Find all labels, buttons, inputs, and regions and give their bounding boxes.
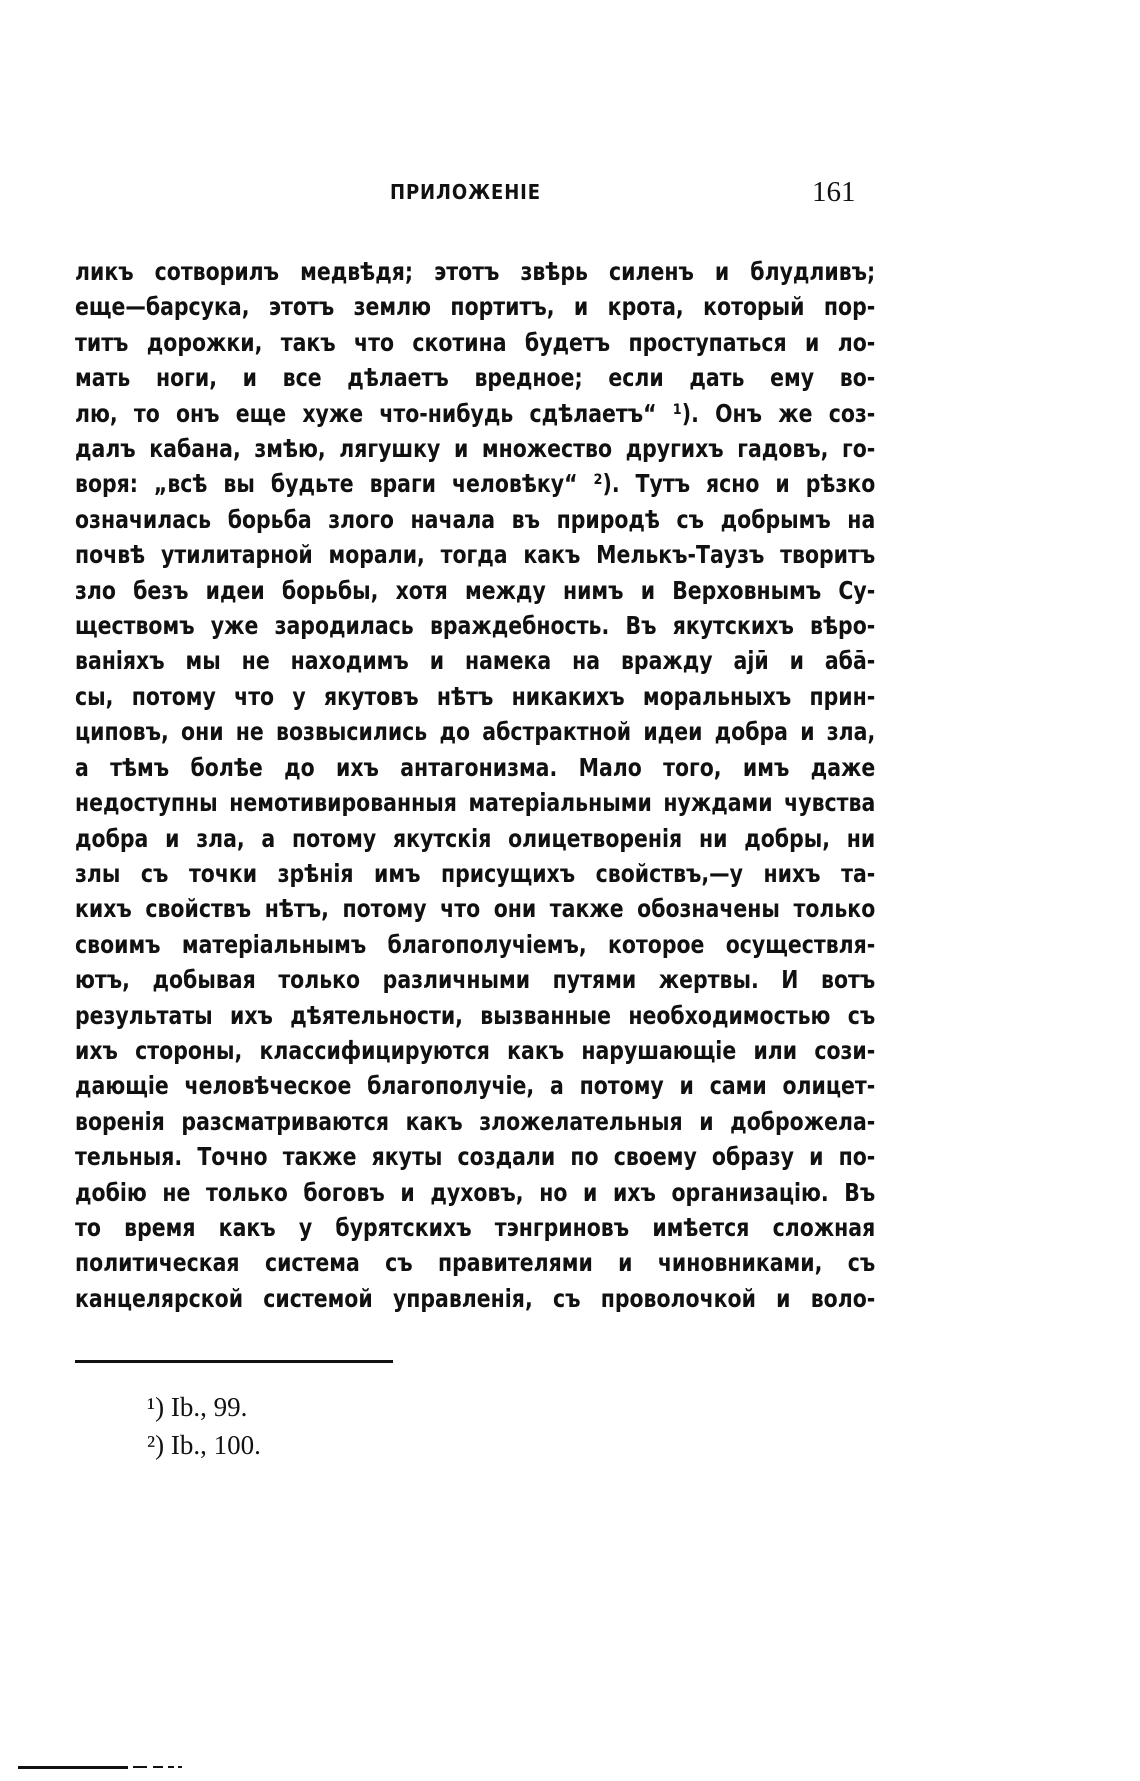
footnote-rule	[75, 1360, 393, 1363]
text-line: сы, потому что у якутовъ нѣтъ никакихъ моральныхъ прин-	[75, 681, 876, 711]
text-line: политическая система съ правителями и чиновниками, съ	[75, 1248, 876, 1278]
text-line: канцелярской системой управленія, съ проволочкой и воло-	[75, 1283, 876, 1313]
text-line: злы съ точки зрѣнія имъ присущихъ свойствъ,—у нихъ та-	[75, 858, 876, 888]
text-line: добра и зла, а потому якутскія олицетворенія ни добры, ни	[75, 823, 876, 853]
footnote-marker: ¹)	[147, 1392, 165, 1422]
footnote-1	[147, 1388, 261, 1426]
page-number: 161	[812, 176, 856, 208]
text-line: ликъ сотворилъ медвѣдя; этотъ звѣрь силенъ и блудливъ;	[75, 257, 876, 286]
text-line: лю, то онъ еще хуже что-нибудь сдѣлаетъ“ ¹). Онъ же соз-	[75, 398, 876, 428]
text-line: ихъ стороны, классифицируются какъ нарушающіе или сози-	[75, 1035, 876, 1065]
text-line: а тѣмъ болѣе до ихъ антагонизма. Мало того, имъ даже	[75, 752, 876, 782]
text-line: тельныя. Точно также якуты создали по своему образу и по-	[75, 1142, 876, 1172]
body-text	[75, 254, 875, 1316]
footnotes	[147, 1388, 261, 1464]
footnote-text: Ib., 100.	[170, 1430, 261, 1460]
text-line: добію не только боговъ и духовъ, но и ихъ организацію. Въ	[75, 1177, 876, 1207]
footnote-marker: ²)	[147, 1430, 165, 1460]
text-line: своимъ матеріальнымъ благополучіемъ, которое осуществля-	[75, 929, 876, 959]
text-line: зло безъ идеи борьбы, хотя между нимъ и Верховнымъ Су-	[75, 575, 876, 605]
text-line: ществомъ уже зародилась враждебность. Въ якутскихъ вѣро-	[75, 611, 876, 641]
text-line: почвѣ утилитарной морали, тогда какъ Мелькъ-Таузъ творитъ	[75, 540, 876, 570]
text-line: то время какъ у бурятскихъ тэнгриновъ имѣется сложная	[75, 1212, 876, 1242]
text-line: ютъ, добывая только различными путями жертвы. И вотъ	[75, 965, 876, 995]
text-line: дающіе человѣческое благополучіе, а потому и сами олицет-	[75, 1071, 876, 1101]
text-line: означилась борьба злого начала въ природѣ съ добрымъ на	[75, 504, 876, 534]
text-line: мать ноги, и все дѣлаетъ вредное; если дать ему во-	[75, 363, 876, 393]
scan-edge-mark	[18, 1763, 218, 1771]
text-line: еще—барсука, этотъ землю портитъ, и крота, который пор-	[75, 292, 876, 322]
text-line: титъ дорожки, такъ что скотина будетъ проступаться и ло-	[75, 327, 876, 357]
footnote-2	[147, 1426, 261, 1464]
text-line: ваніяхъ мы не находимъ и намека на вражду аjӣ и абā-	[75, 646, 876, 676]
text-line: результаты ихъ дѣятельности, вызванные необходимостью съ	[75, 1000, 876, 1030]
running-title: ПРИЛОЖЕНІЕ	[390, 180, 541, 204]
text-line: воря: „всѣ вы будьте враги человѣку“ ²). Тутъ ясно и рѣзко	[75, 469, 876, 499]
text-line: недоступны немотивированныя матеріальными нуждами чувства	[75, 788, 876, 818]
text-line: кихъ свойствъ нѣтъ, потому что они также обозначены только	[75, 894, 876, 924]
footnote-text: Ib., 99.	[170, 1392, 248, 1422]
text-line: циповъ, они не возвысились до абстрактной идеи добра и зла,	[75, 717, 876, 747]
text-line: далъ кабана, змѣю, лягушку и множество другихъ гадовъ, го-	[75, 434, 876, 464]
text-line: воренія разсматриваются какъ зложелательныя и доброжела-	[75, 1106, 876, 1136]
